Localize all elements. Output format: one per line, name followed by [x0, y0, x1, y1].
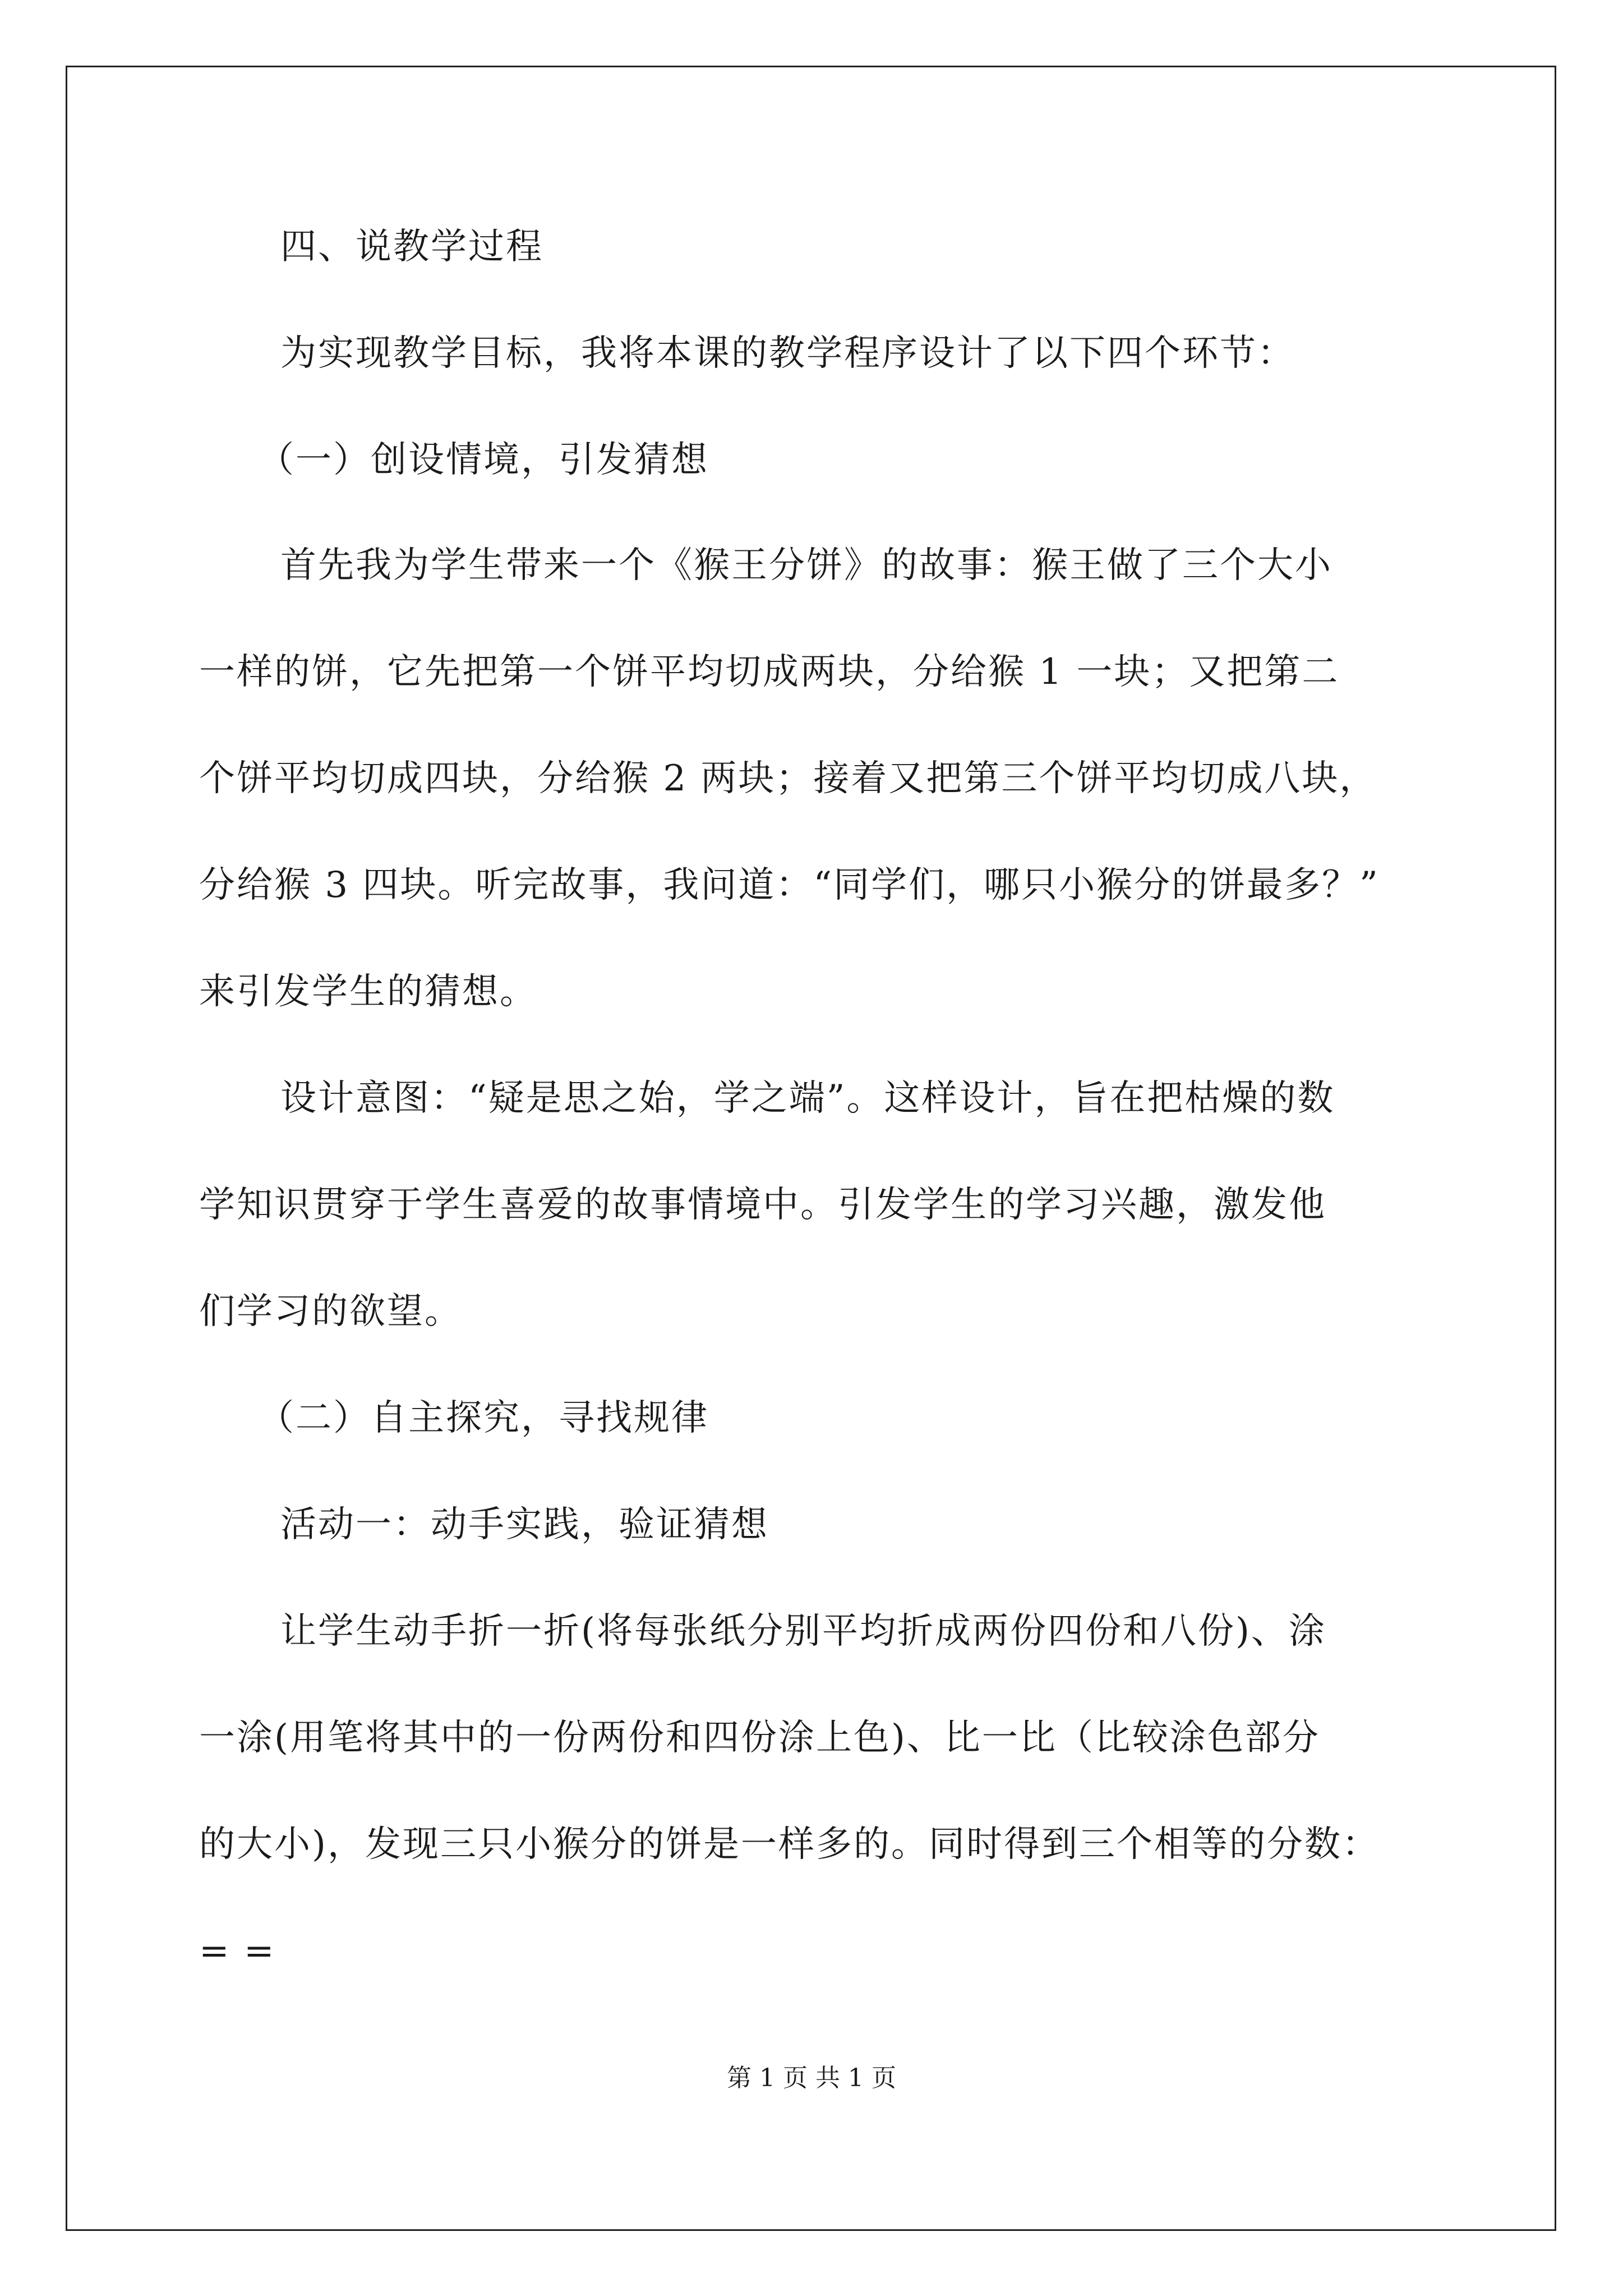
- section-heading: 四、说教学过程: [280, 226, 543, 268]
- paragraph-line: 来引发学生的猜想。: [199, 971, 537, 1013]
- paragraph-line: 设计意图：“疑是思之始，学之端”。这样设计，旨在把枯燥的数: [280, 1078, 1335, 1119]
- paragraph-line: 让学生动手折一折(将每张纸分别平均折成两份四份和八份)、涂: [280, 1611, 1326, 1652]
- subsection-heading: （一）创设情境，引发猜想: [258, 439, 709, 481]
- activity-heading: 活动一：动手实践，验证猜想: [280, 1504, 769, 1545]
- subsection-heading: （二）自主探究，寻找规律: [258, 1397, 709, 1439]
- page-footer: 第 1 页 共 1 页: [727, 2064, 896, 2092]
- paragraph-line: 一涂(用笔将其中的一份两份和四份涂上色)、比一比（比较涂色部分: [199, 1717, 1320, 1759]
- paragraph-line: 分给猴 3 四块。听完故事，我问道：“同学们，哪只小猴分的饼最多？”: [199, 864, 1380, 906]
- paragraph-line: 学知识贯穿于学生喜爱的故事情境中。引发学生的学习兴趣，激发他: [199, 1184, 1326, 1226]
- paragraph-line: 个饼平均切成四块，分给猴 2 两块；接着又把第三个饼平均切成八块，: [199, 758, 1377, 799]
- paragraph-line: 的大小)，发现三只小猴分的饼是一样多的。同时得到三个相等的分数：: [199, 1824, 1380, 1865]
- paragraph-line: 们学习的欲望。: [199, 1291, 462, 1332]
- page-frame: [66, 66, 1556, 2231]
- paragraph-line: 为实现教学目标，我将本课的教学程序设计了以下四个环节：: [280, 333, 1295, 374]
- paragraph-line: 首先我为学生带来一个《猴王分饼》的故事：猴王做了三个大小: [280, 545, 1332, 586]
- paragraph-line: = =: [199, 1930, 276, 1972]
- paragraph-line: 一样的饼，它先把第一个饼平均切成两块，分给猴 1 一块；又把第二: [199, 651, 1340, 693]
